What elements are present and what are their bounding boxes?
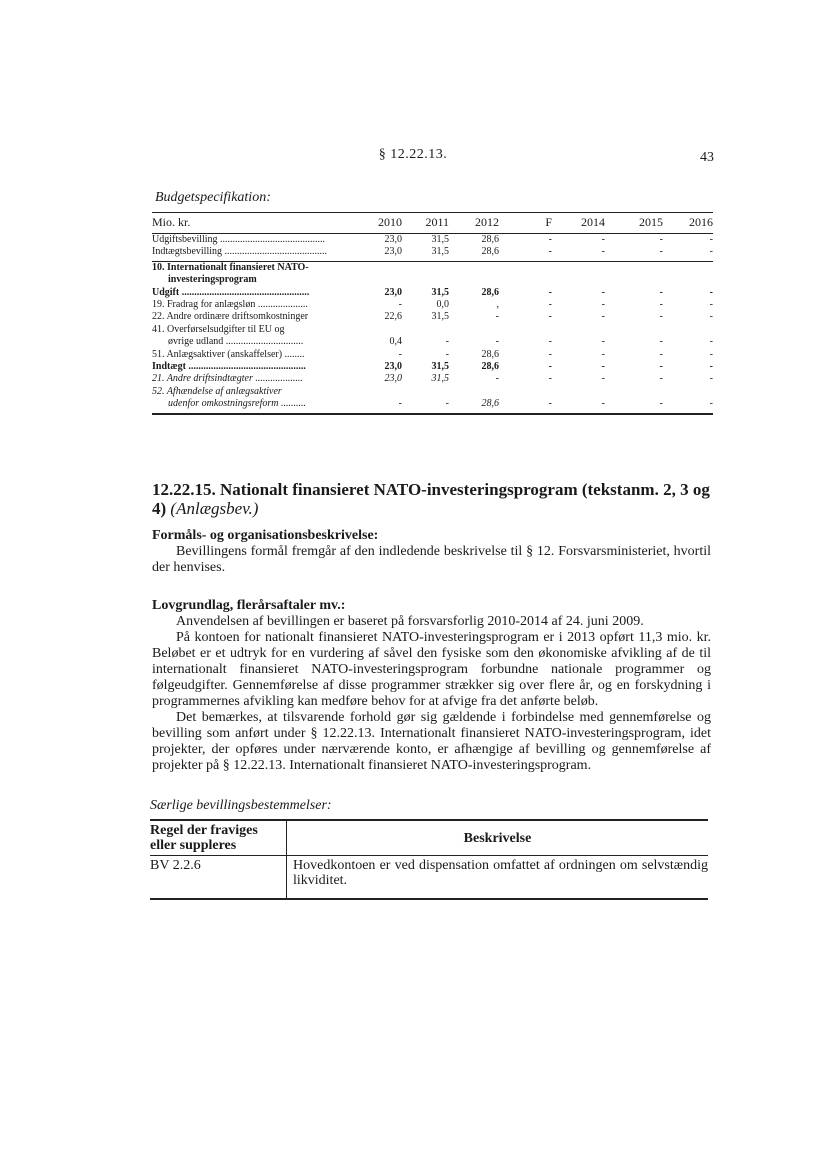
budget-cell: - <box>601 286 605 298</box>
budget-row <box>152 373 713 385</box>
budget-row <box>152 287 713 299</box>
budget-cell: - <box>548 234 552 245</box>
budget-cell: - <box>709 234 713 245</box>
budget-row-label: Indtægt ............................................... <box>152 361 306 373</box>
section-title-text: 12.22.15. Nationalt finansieret NATO-investeringsprogram (tekstanm. 2, 3 og 4) <box>152 480 710 518</box>
budget-cell <box>605 324 663 336</box>
budget-cell: - <box>601 373 605 385</box>
budget-cell <box>499 274 552 286</box>
budget-cell: 28,6 <box>481 361 499 373</box>
budget-row-label: 51. Anlægsaktiver (anskaffelser) ........ <box>152 348 305 360</box>
budget-cell <box>605 386 663 398</box>
budget-row <box>152 262 713 274</box>
budget-cell: 31,5 <box>431 311 449 323</box>
budget-col-header: 2016 <box>689 215 713 229</box>
budget-cell <box>499 262 552 274</box>
budget-cell <box>449 386 499 398</box>
budget-cell: - <box>709 348 713 360</box>
legal-heading: Lovgrundlag, flerårsaftaler mv.: <box>152 598 346 613</box>
budget-cell: - <box>709 246 713 258</box>
special-caption: Særlige bevillingsbestemmelser: <box>150 798 332 813</box>
budget-cell <box>663 262 713 274</box>
budget-cell: 22,6 <box>384 311 402 323</box>
budget-cell <box>552 262 605 274</box>
budget-cell: 31,5 <box>431 361 449 373</box>
budget-cell: - <box>659 336 663 348</box>
section-title-suffix: (Anlægsbev.) <box>170 499 259 518</box>
budget-row-label: investeringsprogram <box>168 274 257 286</box>
budget-cell <box>402 274 449 286</box>
budget-cell: - <box>709 286 713 298</box>
section-title <box>152 480 722 518</box>
page-number: 43 <box>700 150 714 165</box>
budget-cell: - <box>495 336 499 348</box>
legal-paragraph-3: Det bemærkes, at tilsvarende forhold gør sig gældende i forbindelse med gennemførelse og bevilling som anført under § 12.22.13. Internationalt finansieret NATO-investeringsprogram, idet projekter, der opføres under nærværende konto, er afhængige af bevilling og gennemførelse af projekter på § 12.22.13. Internationalt finansieret NATO-investeringsprogram. <box>152 710 711 773</box>
budget-row <box>152 361 713 373</box>
budget-cell: - <box>709 336 713 348</box>
budget-cell: - <box>659 373 663 385</box>
budget-cell <box>364 274 402 286</box>
budget-cell: - <box>709 373 713 385</box>
budget-cell: - <box>445 336 449 348</box>
budget-row <box>152 246 713 258</box>
budget-cell <box>605 262 663 274</box>
special-desc: Hovedkontoen er ved dispensation omfattet af ordningen om selvstændig likviditet. <box>287 856 709 900</box>
budget-col-header: 2012 <box>475 215 499 229</box>
budget-cell <box>499 386 552 398</box>
budget-cell: - <box>659 311 663 323</box>
special-provisions-table <box>150 819 708 900</box>
budget-cell <box>552 274 605 286</box>
budget-cell: 23,0 <box>384 246 402 258</box>
budget-cell: - <box>659 348 663 360</box>
budget-cell: 28,6 <box>481 348 499 360</box>
budget-cell: - <box>659 286 663 298</box>
budget-body <box>152 234 713 411</box>
budget-cell <box>364 386 402 398</box>
budget-cell: , <box>496 299 499 311</box>
special-row <box>150 856 708 900</box>
budget-cell: - <box>709 299 713 311</box>
budget-cell: 23,0 <box>384 286 402 298</box>
budget-cell <box>402 262 449 274</box>
budget-row-label: 19. Fradrag for anlægsløn .................... <box>152 299 308 311</box>
budget-cell <box>605 274 663 286</box>
budget-row-label: Indtægtsbevilling ......................................... <box>152 246 327 258</box>
budget-cell <box>449 262 499 274</box>
legal-paragraph-1: Anvendelsen af bevillingen er baseret på forsvarsforlig 2010-2014 af 24. juni 2009. <box>176 614 644 629</box>
budget-header-row <box>152 212 713 234</box>
budget-cell: - <box>709 361 713 373</box>
budget-cell: - <box>659 361 663 373</box>
budget-col-header: 2010 <box>378 215 402 229</box>
budget-cell <box>552 324 605 336</box>
budget-cell <box>663 324 713 336</box>
budget-cell: - <box>601 246 605 258</box>
budget-cell: - <box>445 348 449 360</box>
budget-row <box>152 274 713 286</box>
budget-cell: - <box>659 246 663 258</box>
purpose-block <box>152 528 711 576</box>
special-rule: BV 2.2.6 <box>150 856 287 900</box>
budget-cell: 23,0 <box>384 234 402 245</box>
budget-cell: - <box>398 299 402 311</box>
budget-row <box>152 336 713 348</box>
special-col-rule-header: Regel der fraviges eller suppleres <box>150 820 287 856</box>
budget-cell: 0,0 <box>436 299 449 311</box>
legal-block <box>152 598 711 774</box>
budget-row <box>152 349 713 361</box>
budget-cell: - <box>548 361 552 373</box>
budget-cell: 28,6 <box>481 398 499 410</box>
budget-cell: 23,0 <box>384 361 402 373</box>
budget-cell: - <box>548 299 552 311</box>
budget-cell: - <box>659 234 663 245</box>
budget-cell: - <box>398 398 402 410</box>
budget-cell: - <box>601 336 605 348</box>
purpose-text: Bevillingens formål fremgår af den indledende beskrivelse til § 12. Forsvarsministeriet, hvortil der henvises. <box>152 544 711 575</box>
budget-row <box>152 386 713 398</box>
budget-cell: 31,5 <box>431 234 449 245</box>
budget-cell: 0,4 <box>389 336 402 348</box>
header-section: § 12.22.13. <box>378 147 448 162</box>
budget-cell <box>402 324 449 336</box>
budget-cell: 31,5 <box>431 286 449 298</box>
budget-cell: - <box>601 299 605 311</box>
budget-row-label: 52. Afhændelse af anlægsaktiver <box>152 385 282 397</box>
special-header-row <box>150 820 708 856</box>
budget-row-label: udenfor omkostningsreform .......... <box>168 398 306 410</box>
budget-cell: - <box>659 398 663 410</box>
budget-cell: - <box>659 299 663 311</box>
budget-cell <box>364 324 402 336</box>
budget-cell: - <box>398 348 402 360</box>
budget-row-label: Udgift ................................................... <box>152 286 310 298</box>
budget-row-label: øvrige udland ............................... <box>168 336 304 348</box>
budget-cell: - <box>601 234 605 245</box>
budget-cell: - <box>601 311 605 323</box>
budget-cell <box>499 324 552 336</box>
budget-cell: 28,6 <box>481 246 499 258</box>
budget-cell <box>663 274 713 286</box>
budget-row <box>152 398 713 410</box>
budget-cell: - <box>709 398 713 410</box>
legal-paragraph-2: På kontoen for nationalt finansieret NATO-investeringsprogram er i 2013 opført 11,3 mio. kr. Beløbet er et udtryk for en vurdering af såvel den fysiske som den økonomiske afvikling af de til internationalt finansieret NATO-investeringsprogram forbundne nationale programmer og følgeudgifter. Gennemførelse af disse programmer strækker sig over flere år, og en forskydning i programmernes afvikling kan medføre behov for at afvige fra det anførte beløb. <box>152 630 711 709</box>
budget-col-header: F <box>545 215 552 229</box>
budget-row-label: 21. Andre driftsindtægter ................... <box>152 373 303 385</box>
budget-cell: 28,6 <box>481 234 499 245</box>
budget-cell <box>402 386 449 398</box>
budget-col-header: 2015 <box>639 215 663 229</box>
budget-col-header: 2011 <box>425 215 449 229</box>
budget-cell: 23,0 <box>384 373 402 385</box>
budget-cell: - <box>548 311 552 323</box>
budget-cell: - <box>601 361 605 373</box>
budget-cell: - <box>548 373 552 385</box>
budget-cell: 31,5 <box>431 373 449 385</box>
budget-cell: - <box>601 348 605 360</box>
budget-row <box>152 234 713 246</box>
budget-caption: Budgetspecifikation: <box>155 190 271 205</box>
budget-cell: - <box>495 373 499 385</box>
budget-row-label: 41. Overførselsudgifter til EU og <box>152 323 285 335</box>
budget-cell <box>663 386 713 398</box>
budget-row <box>152 311 713 323</box>
budget-bottom-rule <box>152 413 713 415</box>
budget-cell: 31,5 <box>431 246 449 258</box>
purpose-heading: Formåls- og organisationsbeskrivelse: <box>152 528 379 543</box>
budget-cell: - <box>548 398 552 410</box>
budget-col-header: Mio. kr. <box>152 215 191 229</box>
budget-cell: - <box>548 336 552 348</box>
budget-cell <box>552 386 605 398</box>
budget-table <box>152 212 713 415</box>
budget-cell <box>449 274 499 286</box>
budget-cell: - <box>601 398 605 410</box>
budget-cell: - <box>548 348 552 360</box>
budget-cell: 28,6 <box>481 286 499 298</box>
budget-cell: - <box>709 311 713 323</box>
budget-cell: - <box>495 311 499 323</box>
budget-cell: - <box>548 246 552 258</box>
budget-cell: - <box>445 398 449 410</box>
budget-cell <box>364 262 402 274</box>
budget-row <box>152 324 713 336</box>
budget-row <box>152 299 713 311</box>
budget-cell <box>449 324 499 336</box>
special-col-desc-header: Beskrivelse <box>287 820 709 856</box>
budget-row-label: 10. Internationalt finansieret NATO- <box>152 261 309 273</box>
budget-row-label: 22. Andre ordinære driftsomkostninger <box>152 311 309 323</box>
budget-row-label: Udgiftsbevilling .......................................... <box>152 234 326 245</box>
budget-col-header: 2014 <box>581 215 605 229</box>
budget-cell: - <box>548 286 552 298</box>
